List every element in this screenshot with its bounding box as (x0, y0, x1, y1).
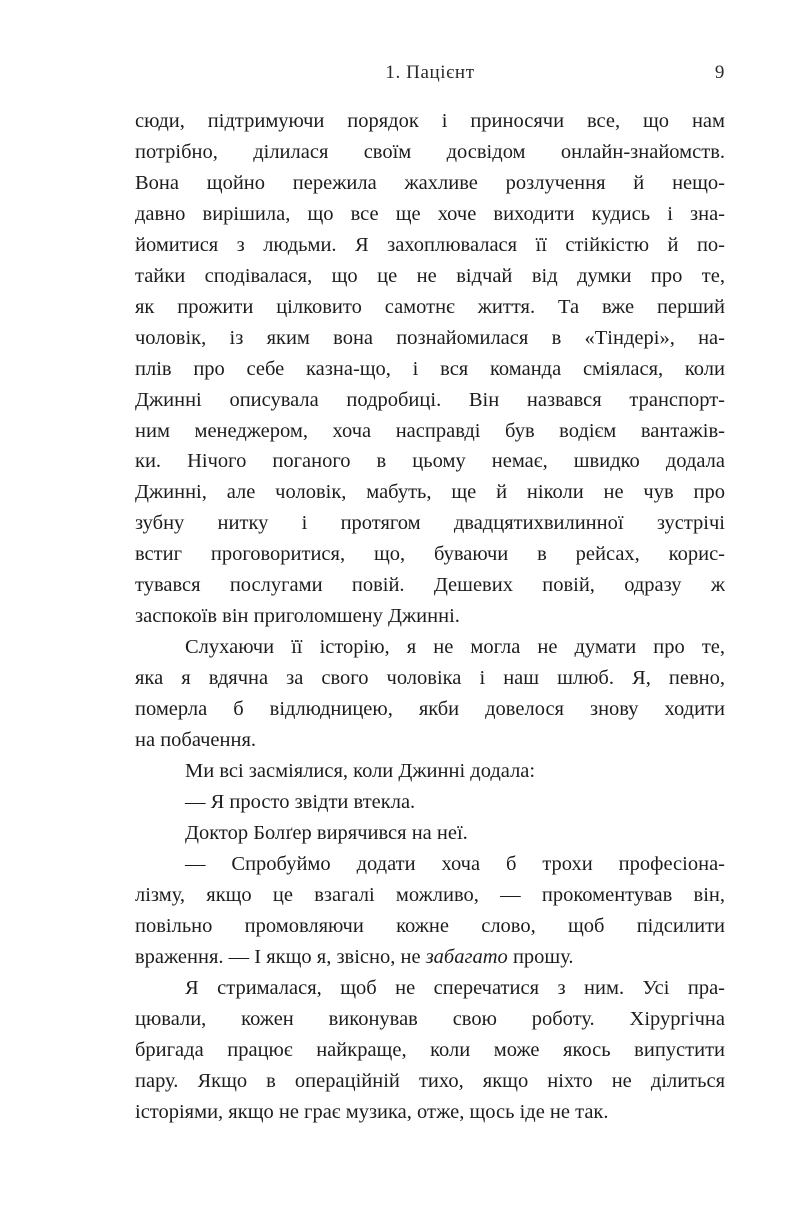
text-line: пару. Якщо в операційній тихо, якщо ніхто не ділиться (135, 1069, 725, 1092)
text-line: заспокоїв він приголомшену Джинні. (135, 605, 460, 628)
text-line: Джинні описувала подробиці. Він назвався транспорт- (135, 388, 725, 411)
text-line: сюди, підтримуючи порядок і приносячи все, що нам (135, 110, 725, 132)
page-number: 9 (714, 62, 725, 83)
text-line: плів про себе казна-що, і вся команда сміялася, коли (135, 357, 725, 380)
text-line: на побачення. (135, 729, 257, 752)
text-line: померла б відлюдницею, якби довелося знову ходити (135, 698, 725, 721)
text-line: чоловік, із яким вона познайомилася в «Тіндері», на- (135, 326, 725, 349)
page-header (135, 62, 725, 86)
text-line: історіями, якщо не грає музика, отже, щось іде не так. (135, 1100, 609, 1123)
text-line: потрібно, ділилася своїм досвідом онлайн-знайомств. (135, 140, 725, 163)
text-line: як прожити цілковито самотнє життя. Та вже перший (135, 295, 725, 318)
text-line: тувався послугами повій. Дешевих повій, одразу ж (135, 574, 725, 597)
text-line: Слухаючи її історію, я не могла не думати про те, (185, 636, 725, 659)
text-line: Ми всі засміялися, коли Джинні додала: (185, 760, 536, 783)
text-line: повільно промовляючи кожне слово, щоб підсилити (135, 914, 725, 937)
text-line: зубну нитку і протягом двадцятихвилинної зустрічі (135, 512, 725, 535)
text-line: встиг проговоритися, що, буваючи в рейсах, корис- (135, 543, 725, 566)
text-line: ним менеджером, хоча насправді був водієм вантажів- (135, 419, 725, 442)
text-line: Вона щойно пережила жахливе розлучення й нещо- (135, 171, 725, 194)
text-line: давно вирішила, що все ще хоче виходити кудись і зна- (135, 202, 725, 225)
text-line (135, 942, 725, 973)
text-line: Доктор Болґер вирячився на неї. (185, 821, 468, 844)
text-line: бригада працює найкраще, коли може якось випустити (135, 1038, 725, 1061)
text-line: яка я вдячна за свого чоловіка і наш шлюб. Я, певно, (135, 667, 725, 690)
text-line: цювали, кожен виконував свою роботу. Хірургічна (135, 1007, 725, 1030)
text-line: Джинні, але чоловік, мабуть, ще й ніколи не чув про (135, 481, 725, 504)
text-block (135, 106, 725, 1127)
text-line: лізму, якщо це взагалі можливо, — прокоментував він, (135, 883, 725, 906)
text-line: — Спробуймо додати хоча б трохи професіона- (185, 852, 725, 875)
italic-text: забагато (425, 945, 508, 968)
chapter-title: 1. Пацієнт (385, 62, 475, 83)
text-line: ки. Нічого поганого в цьому немає, швидко додала (135, 450, 725, 473)
text-line: тайки сподівалася, що це не відчай від думки про те, (135, 264, 725, 287)
text-line: йомитися з людьми. Я захоплювалася її стійкістю й по- (135, 233, 725, 256)
text-segment: враження. — І якщо я, звісно, не (135, 945, 426, 968)
text-line: — Я просто звідти втекла. (185, 790, 416, 813)
text-line: Я стрималася, щоб не сперечатися з ним. Усі пра- (185, 976, 725, 999)
text-segment: прошу. (507, 945, 574, 968)
